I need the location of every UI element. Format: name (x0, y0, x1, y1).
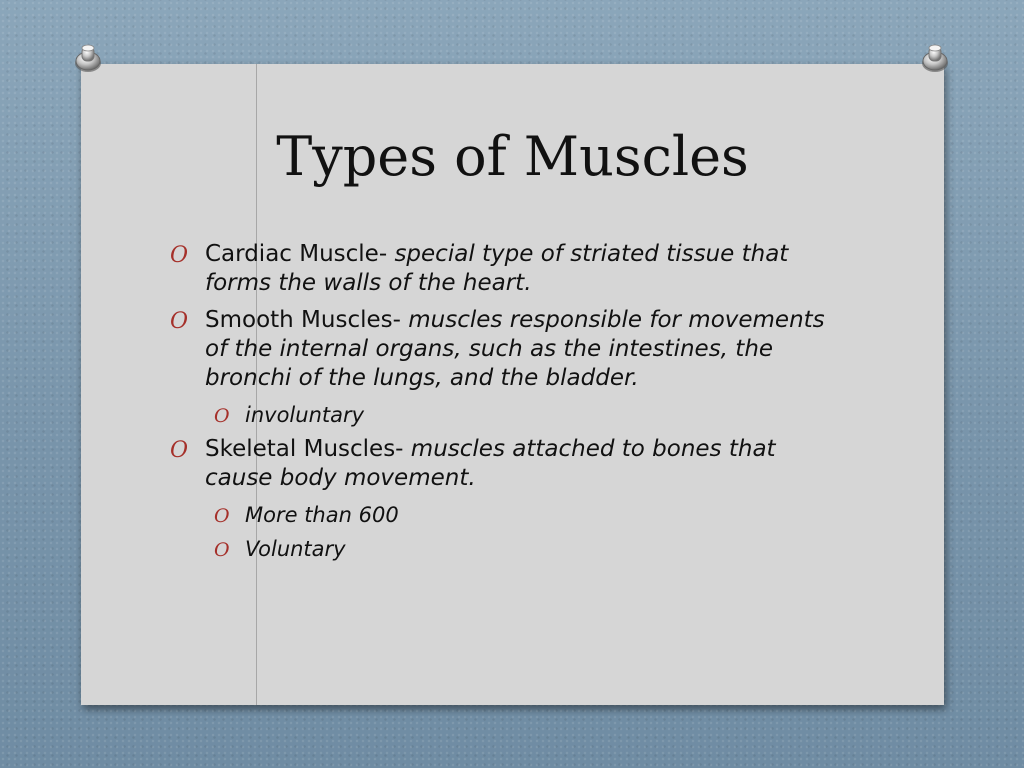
sub-bullet-voluntary (170, 535, 850, 563)
bullet-marker: O (170, 438, 189, 463)
pushpin-icon (918, 41, 952, 75)
sub-bullet-text: involuntary (245, 403, 365, 427)
bullet-cardiac (170, 240, 850, 298)
bullet-marker: O (170, 243, 189, 268)
bullet-skeletal (170, 435, 850, 493)
bullet-term: Cardiac Muscle- (205, 241, 388, 267)
sub-bullet-count (170, 501, 850, 529)
sub-bullet-involuntary (170, 401, 850, 429)
bullet-description: special type of striated tissue that forms the walls of the heart. (205, 241, 789, 296)
sub-bullet-text: More than 600 (245, 503, 399, 527)
sub-bullet-marker: O (214, 539, 230, 561)
sub-bullet-marker: O (214, 505, 230, 527)
sub-bullet-text: Voluntary (245, 537, 346, 561)
slide-title: Types of Muscles (276, 125, 749, 188)
bullet-description: muscles attached to bones that cause body movement. (205, 436, 776, 491)
bullet-term: Smooth Muscles- (205, 307, 401, 333)
sub-bullet-marker: O (214, 405, 230, 427)
pushpin-icon (71, 41, 105, 75)
bullet-marker: O (170, 309, 189, 334)
bullet-list (170, 240, 850, 569)
bullet-smooth (170, 306, 850, 393)
bullet-description: muscles responsible for movements of the internal organs, such as the intestines, the bronchi of the lungs, and the bladder. (205, 307, 825, 391)
bullet-term: Skeletal Muscles- (205, 436, 404, 462)
